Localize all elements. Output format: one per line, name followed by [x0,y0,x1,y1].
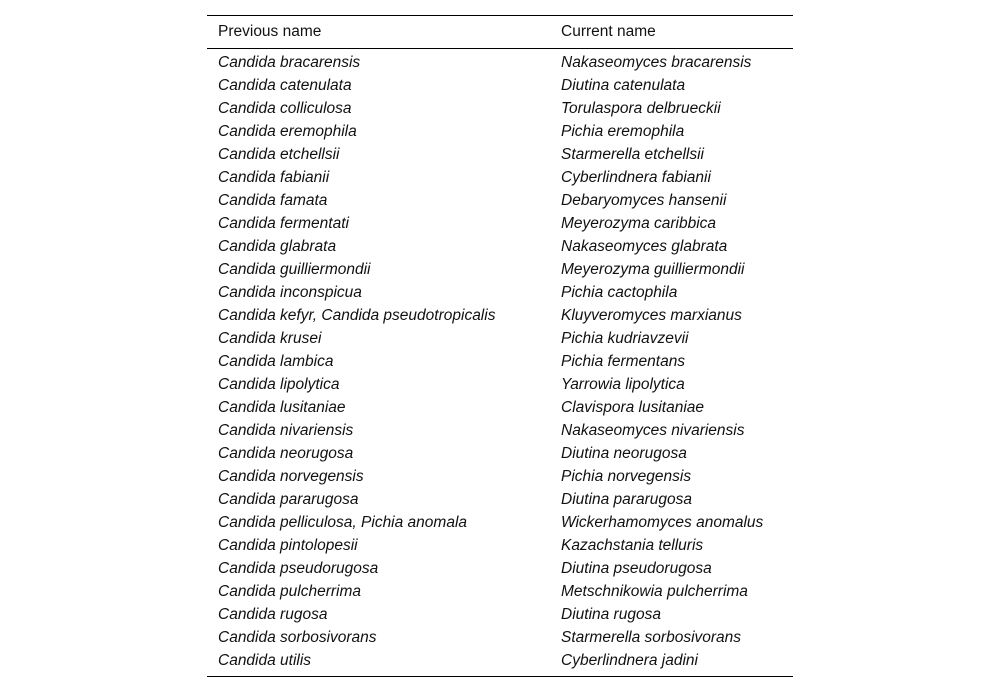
table-header [207,16,793,49]
table-row [207,74,793,97]
previous-name-cell: Candida eremophila [218,122,357,140]
previous-name-cell: Candida lambica [218,352,334,370]
current-name-cell: Diutina pararugosa [561,490,692,508]
table-row [207,258,793,281]
previous-name-cell: Candida etchellsii [218,145,340,163]
previous-name-cell: Candida inconspicua [218,283,362,301]
previous-name-cell: Candida kefyr, Candida pseudotropicalis [218,306,496,324]
table-row [207,465,793,488]
current-name-cell: Debaryomyces hansenii [561,191,727,209]
current-name-cell: Torulaspora delbrueckii [561,99,721,117]
table-row [207,419,793,442]
previous-name-cell: Candida nivariensis [218,421,354,439]
current-name-cell: Nakaseomyces bracarensis [561,53,752,71]
previous-name-cell: Candida pararugosa [218,490,359,508]
previous-name-cell: Candida pintolopesii [218,536,358,554]
table-row [207,143,793,166]
previous-name-cell: Candida fabianii [218,168,330,186]
current-name-cell: Wickerhamomyces anomalus [561,513,764,531]
table-row [207,120,793,143]
previous-name-cell: Candida colliculosa [218,99,352,117]
current-name-cell: Starmerella sorbosivorans [561,628,742,646]
previous-name-cell: Candida sorbosivorans [218,628,377,646]
current-name-cell: Nakaseomyces glabrata [561,237,728,255]
previous-name-cell: Candida norvegensis [218,467,364,485]
table-body [207,49,793,677]
previous-name-cell: Candida pseudorugosa [218,559,379,577]
current-name-cell: Metschnikowia pulcherrima [561,582,748,600]
species-name-table [207,15,793,677]
table-row [207,580,793,603]
table-row [207,603,793,626]
header-row [207,16,793,49]
previous-name-cell: Candida pelliculosa, Pichia anomala [218,513,468,531]
current-name-cell: Kluyveromyces marxianus [561,306,742,324]
previous-name-cell: Candida lusitaniae [218,398,346,416]
table-row [207,373,793,396]
species-name-table-container [207,15,793,677]
previous-name-cell: Candida bracarensis [218,53,361,71]
current-name-cell: Starmerella etchellsii [561,145,704,163]
current-name-cell: Clavispora lusitaniae [561,398,705,416]
table-row [207,442,793,465]
table-row [207,649,793,677]
previous-name-cell: Candida krusei [218,329,322,347]
current-name-cell: Diutina catenulata [561,76,686,94]
current-name-cell: Cyberlindnera jadini [561,651,698,669]
previous-name-cell: Candida catenulata [218,76,352,94]
table-row [207,49,793,75]
table-row [207,189,793,212]
current-name-cell: Pichia norvegensis [561,467,692,485]
table-row [207,396,793,419]
previous-name-cell: Candida pulcherrima [218,582,362,600]
table-row [207,350,793,373]
current-name-cell: Pichia kudriavzevii [561,329,689,347]
table-row [207,511,793,534]
table-row [207,212,793,235]
current-name-header: Current name [561,23,656,40]
current-name-cell: Pichia fermentans [561,352,686,370]
previous-name-cell: Candida guilliermondii [218,260,371,278]
current-name-cell: Diutina rugosa [561,605,661,623]
table-row [207,557,793,580]
current-name-cell: Diutina neorugosa [561,444,687,462]
previous-name-cell: Candida rugosa [218,605,328,623]
current-name-cell: Meyerozyma caribbica [561,214,717,232]
previous-name-cell: Candida neorugosa [218,444,354,462]
current-name-cell: Nakaseomyces nivariensis [561,421,745,439]
previous-name-cell: Candida utilis [218,651,312,669]
current-name-cell: Meyerozyma guilliermondii [561,260,745,278]
table-row [207,97,793,120]
table-row [207,327,793,350]
table-row [207,166,793,189]
previous-name-header: Previous name [218,23,322,40]
previous-name-cell: Candida famata [218,191,328,209]
previous-name-cell: Candida lipolytica [218,375,340,393]
current-name-cell: Yarrowia lipolytica [561,375,685,393]
previous-name-cell: Candida glabrata [218,237,337,255]
previous-name-cell: Candida fermentati [218,214,349,232]
table-row [207,304,793,327]
current-name-cell: Diutina pseudorugosa [561,559,712,577]
table-row [207,281,793,304]
table-row [207,235,793,258]
table-row [207,626,793,649]
current-name-cell: Kazachstania telluris [561,536,704,554]
current-name-cell: Pichia cactophila [561,283,678,301]
table-row [207,534,793,557]
current-name-cell: Cyberlindnera fabianii [561,168,711,186]
current-name-cell: Pichia eremophila [561,122,685,140]
table-row [207,488,793,511]
